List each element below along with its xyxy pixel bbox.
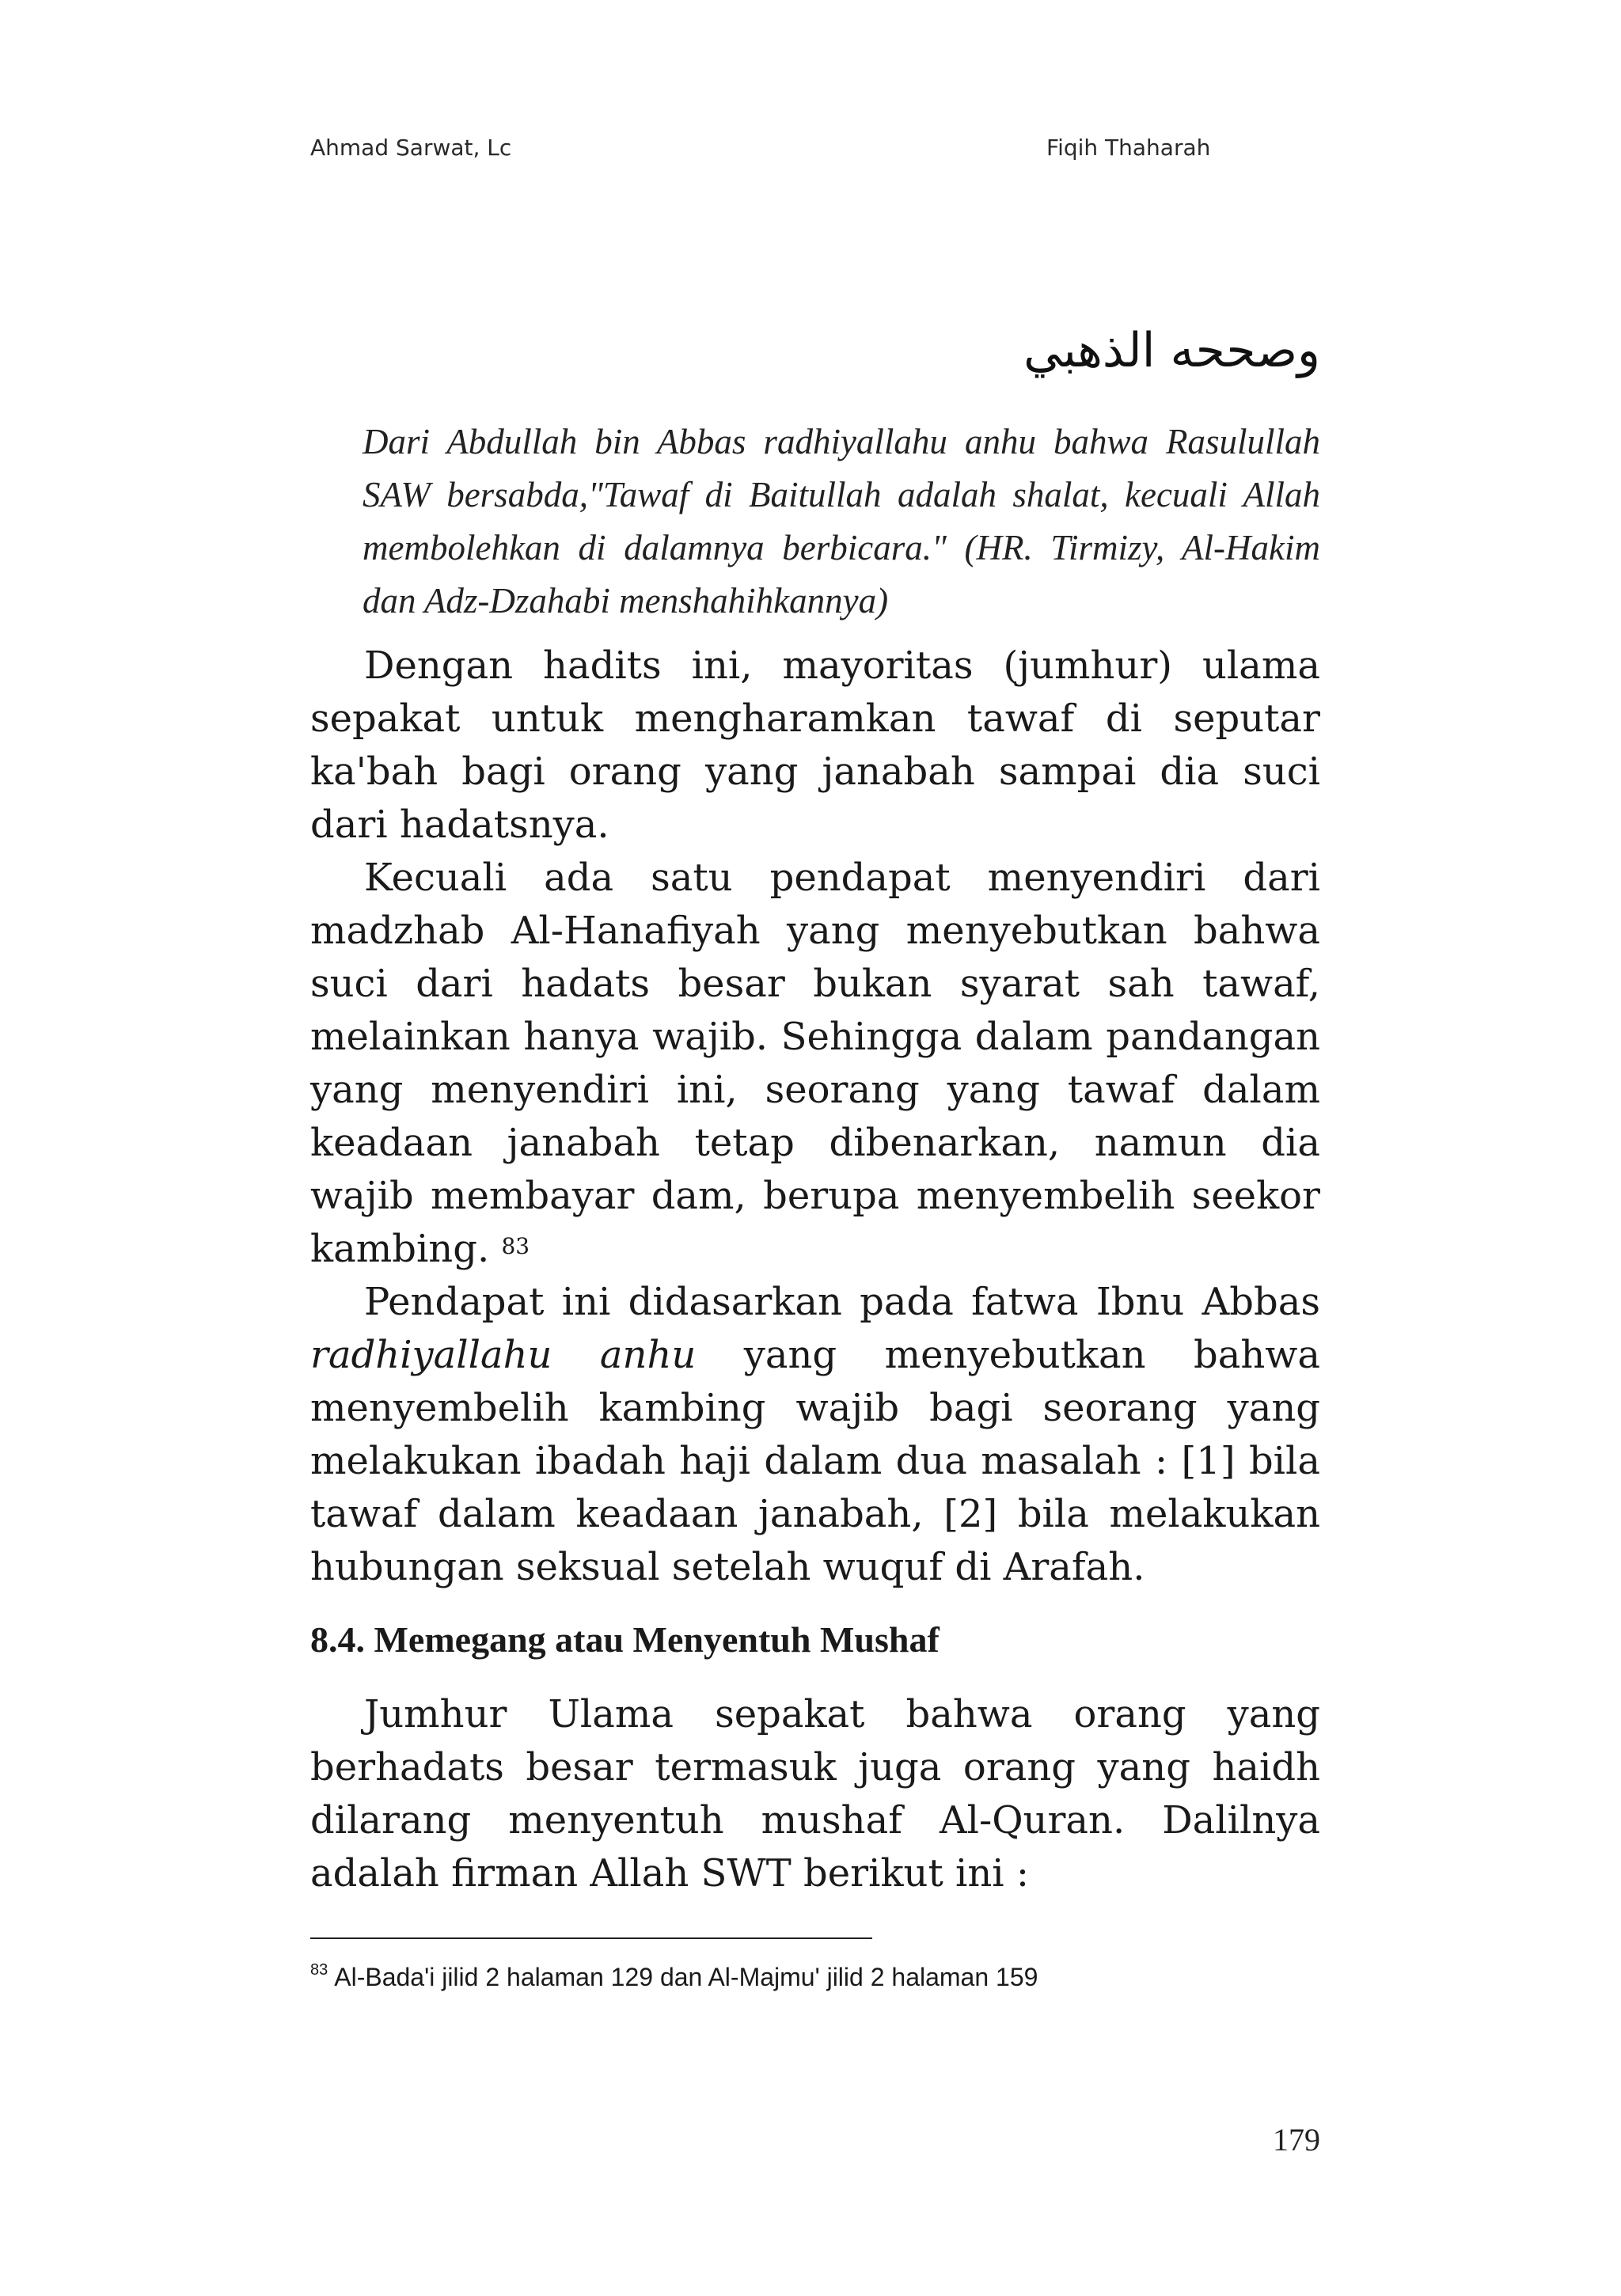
running-header-author: Ahmad Sarwat, Lc: [310, 135, 512, 161]
footnote-number: 83: [310, 1961, 328, 1979]
footnote: [310, 1963, 1038, 1992]
paragraph-3-start: Pendapat ini didasarkan pada fatwa Ibnu Abbas: [364, 1280, 1320, 1324]
footnote-text: Al-Bada'i jilid 2 halaman 129 dan Al-Majmu' jilid 2 halaman 159: [334, 1963, 1038, 1991]
section-paragraph: Jumhur Ulama sepakat bahwa orang yang berhadats besar termasuk juga orang yang haidh dilarang menyentuh mushaf Al-Quran. Dalilnya adalah firman Allah SWT berikut ini :: [310, 1692, 1320, 1896]
paragraph-3-end: yang menyebutkan bahwa menyembelih kambing wajib bagi seorang yang melakukan ibadah haji dalam dua masalah : [1] bila tawaf dalam keadaan janabah, [2] bila melakukan hubungan seksual setelah wuquf di Arafah.: [310, 1333, 1320, 1589]
running-header-title: Fiqih Thaharah: [1046, 135, 1211, 161]
paragraph-3-italic: radhiyallahu anhu: [310, 1333, 697, 1377]
paragraph-3: [310, 1276, 1320, 1594]
body-text: [310, 639, 1320, 1594]
hadith-quote: Dari Abdullah bin Abbas radhiyallahu anhu bahwa Rasulullah SAW bersabda,"Tawaf di Baitullah adalah shalat, kecuali Allah membolehkan di dalamnya berbicara." (HR. Tirmizy, Al-Hakim dan Adz-Dzahabi menshahihkannya): [363, 422, 1320, 620]
paragraph-2: [310, 852, 1320, 1276]
page-number: 179: [1273, 2122, 1320, 2157]
section-body: [310, 1688, 1320, 1900]
paragraph-2-text: Kecuali ada satu pendapat menyendiri dari madzhab Al-Hanafiyah yang menyebutkan bahwa suci dari hadats besar bukan syarat sah tawaf, melainkan hanya wajib. Sehingga dalam pandangan yang menyendiri ini, seorang yang tawaf dalam keadaan janabah tetap dibenarkan, namun dia wajib membayar dam, berupa menyembelih seekor kambing.: [310, 856, 1320, 1271]
arabic-text: وصححه الذهبي: [1023, 323, 1320, 378]
section-heading: 8.4. Memegang atau Menyentuh Mushaf: [310, 1619, 940, 1660]
footnote-reference[interactable]: 83: [501, 1233, 530, 1259]
footnote-divider: [310, 1937, 872, 1939]
paragraph-1: Dengan hadits ini, mayoritas (jumhur) ulama sepakat untuk mengharamkan tawaf di seputar ka'bah bagi orang yang janabah sampai dia suci dari hadatsnya.: [310, 643, 1320, 847]
